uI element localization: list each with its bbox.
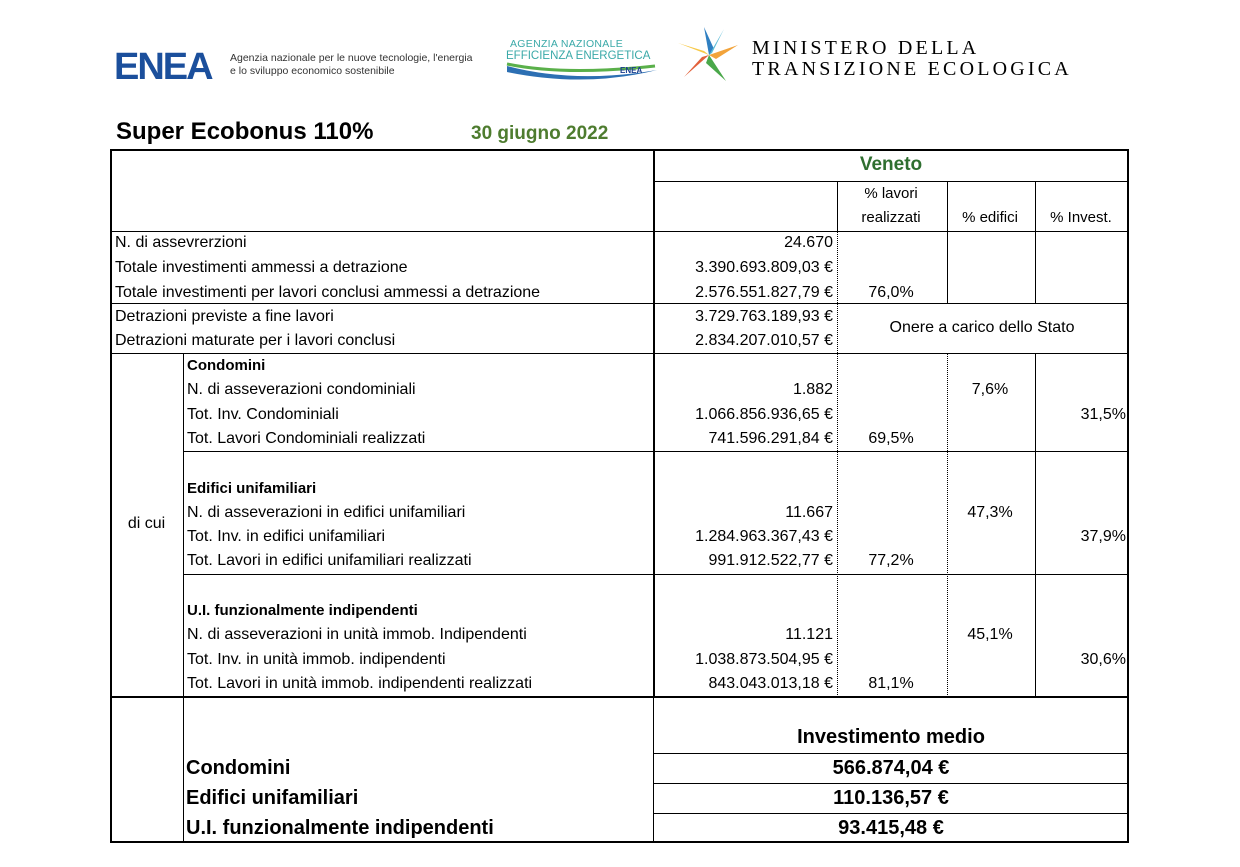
- condomini-n-value: 1.882: [792, 381, 833, 398]
- row-pct-totale-conclusi: 76,0%: [868, 284, 914, 301]
- report-date: 30 giugno 2022: [471, 123, 609, 144]
- indipendenti-inv-label: Tot. Inv. in unità immob. indipendenti: [187, 651, 446, 668]
- medio-indipendenti-label: U.I. funzionalmente indipendenti: [186, 817, 494, 839]
- condomini-heading: Condomini: [187, 357, 266, 374]
- unifamiliari-lav-label: Tot. Lavori in edifici unifamiliari realizzati: [187, 552, 472, 569]
- row-value-asseverazioni: 24.670: [784, 234, 833, 251]
- enea-logo-text: ENEA: [114, 48, 212, 82]
- di-cui-label: di cui: [127, 515, 166, 532]
- enea-logo: [114, 48, 224, 82]
- row-value-detrazioni-previste: 3.729.763.189,93 €: [695, 308, 833, 325]
- indipendenti-n-label: N. di asseverazioni in unità immob. Indipendenti: [187, 626, 527, 643]
- indipendenti-inv-value: 1.038.873.504,95 €: [695, 651, 833, 668]
- condomini-pct-lavori: 69,5%: [868, 430, 914, 447]
- row-value-totale-inv: 3.390.693.809,03 €: [695, 259, 833, 276]
- unifamiliari-inv-label: Tot. Inv. in edifici unifamiliari: [187, 528, 385, 545]
- row-label-asseverazioni: N. di assevrerzioni: [115, 234, 247, 251]
- unifamiliari-heading: Edifici unifamiliari: [187, 480, 317, 497]
- onere-note: Onere a carico dello Stato: [889, 319, 1075, 336]
- row-value-totale-conclusi: 2.576.551.827,79 €: [695, 284, 833, 301]
- unifamiliari-n-value: 11.667: [785, 504, 833, 521]
- indipendenti-lav-label: Tot. Lavori in unità immob. indipendenti realizzati: [187, 675, 533, 692]
- agency-logo-line-2: EFFICIENZA ENERGETICA: [506, 50, 651, 62]
- row-label-totale-conclusi: Totale investimenti per lavori conclusi ammessi a detrazione: [115, 284, 541, 301]
- col-header-lavori-2: realizzati: [861, 209, 921, 226]
- enea-tagline-line-1: Agenzia nazionale per le nuove tecnologie, l'energia: [230, 52, 473, 64]
- indipendenti-pct-edifici: 45,1%: [967, 626, 1013, 643]
- medio-unifamiliari-value: 110.136,57 €: [833, 787, 949, 809]
- row-value-detrazioni-maturate: 2.834.207.010,57 €: [695, 332, 833, 349]
- region-name: Veneto: [859, 154, 923, 175]
- investimento-medio-heading: Investimento medio: [797, 726, 985, 748]
- col-header-invest: % Invest.: [1050, 209, 1112, 226]
- condomini-lav-value: 741.596.291,84 €: [708, 430, 833, 447]
- indipendenti-heading: U.I. funzionalmente indipendenti: [187, 602, 418, 619]
- agency-logo-line-1: AGENZIA NAZIONALE: [510, 38, 624, 50]
- condomini-inv-label: Tot. Inv. Condominiali: [187, 406, 339, 423]
- unifamiliari-pct-lavori: 77,2%: [868, 552, 914, 569]
- unifamiliari-n-label: N. di asseverazioni in edifici unifamiliari: [187, 504, 466, 521]
- row-label-detrazioni-previste: Detrazioni previste a fine lavori: [115, 308, 334, 325]
- indipendenti-pct-lavori: 81,1%: [868, 675, 914, 692]
- ministry-name-line-2: TRANSIZIONE ECOLOGICA: [752, 58, 1072, 80]
- agency-enea-mark: ENEA: [620, 66, 643, 75]
- medio-condomini-value: 566.874,04 €: [832, 757, 950, 779]
- medio-indipendenti-value: 93.415,48 €: [838, 817, 944, 839]
- row-label-detrazioni-maturate: Detrazioni maturate per i lavori conclusi: [115, 332, 396, 349]
- condomini-n-label: N. di asseverazioni condominiali: [187, 381, 416, 398]
- condomini-pct-invest: 31,5%: [1080, 406, 1126, 423]
- page-title: Super Ecobonus 110%: [116, 118, 374, 145]
- col-header-lavori-1: % lavori: [864, 185, 918, 202]
- unifamiliari-pct-edifici: 47,3%: [967, 504, 1013, 521]
- indipendenti-pct-invest: 30,6%: [1080, 651, 1126, 668]
- enea-tagline-line-2: e lo sviluppo economico sostenibile: [230, 65, 395, 77]
- ministry-name-line-1: MINISTERO DELLA: [752, 37, 980, 59]
- condomini-inv-value: 1.066.856.936,65 €: [695, 406, 833, 423]
- medio-unifamiliari-label: Edifici unifamiliari: [186, 787, 359, 809]
- enea-tagline: [230, 52, 473, 78]
- condomini-lav-label: Tot. Lavori Condominiali realizzati: [187, 430, 426, 447]
- ministry-star-icon: [676, 25, 742, 85]
- indipendenti-lav-value: 843.043.013,18 €: [708, 675, 833, 692]
- unifamiliari-lav-value: 991.912.522,77 €: [708, 552, 833, 569]
- unifamiliari-pct-invest: 37,9%: [1080, 528, 1126, 545]
- unifamiliari-inv-value: 1.284.963.367,43 €: [695, 528, 833, 545]
- indipendenti-n-value: 11.121: [785, 626, 833, 643]
- condomini-pct-edifici: 7,6%: [971, 381, 1009, 398]
- row-label-totale-inv: Totale investimenti ammessi a detrazione: [115, 259, 408, 276]
- col-header-edifici: % edifici: [962, 209, 1018, 226]
- medio-condomini-label: Condomini: [186, 757, 291, 779]
